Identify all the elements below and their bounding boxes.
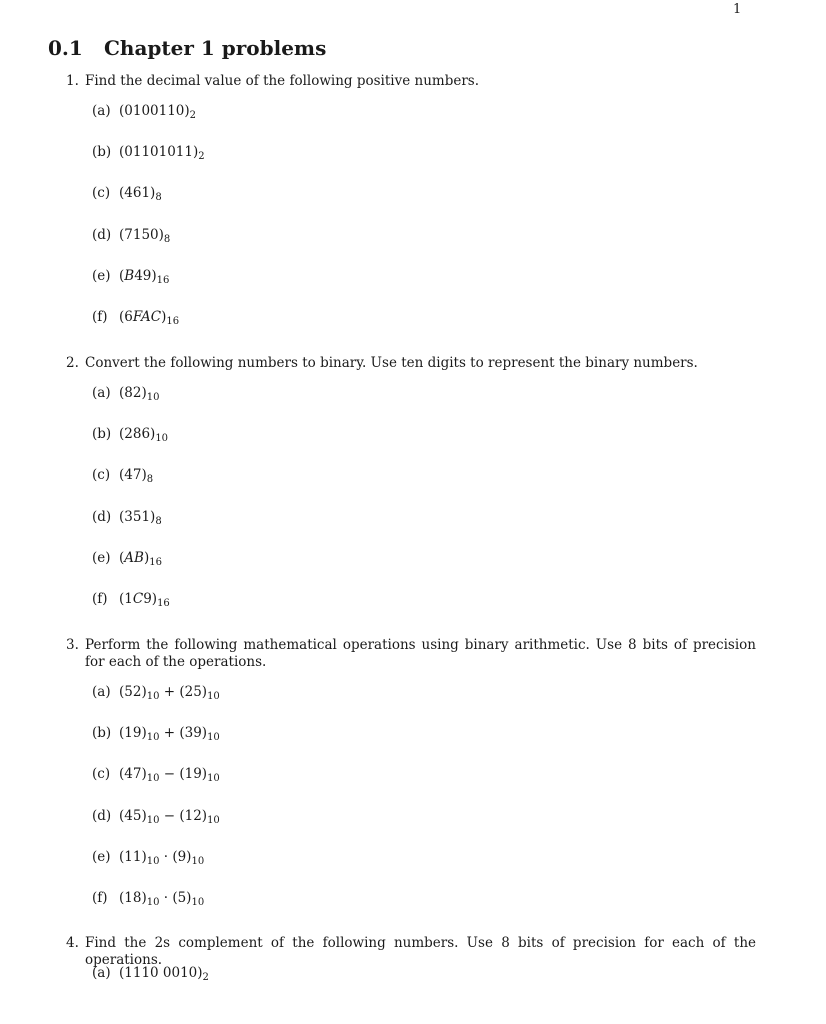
item-expression (119, 467, 154, 486)
item-label: (d) (92, 226, 112, 243)
page-number: 1 (733, 2, 742, 17)
expression-text: (1110 0010) (119, 965, 203, 981)
item-expression (119, 890, 204, 906)
problem-text: Perform the following mathematical operations using binary arithmetic. Use 8 bits of precision for each of the operations. (85, 637, 756, 670)
problem-2 (66, 355, 756, 609)
item-expression (119, 144, 205, 163)
base-subscript: 8 (155, 515, 162, 527)
expression-text: (52) (119, 684, 147, 700)
base-subscript: 8 (146, 474, 154, 486)
problem-text: Find the decimal value of the following positive numbers. (85, 73, 480, 89)
item-label: (b) (92, 725, 112, 742)
expression-text: ( (119, 549, 125, 566)
item-label: (f) (92, 309, 108, 325)
base-subscript: 10 (207, 691, 220, 702)
item-expression (119, 426, 169, 445)
problem-number: 4. (66, 935, 79, 951)
expression-text: (11) (119, 848, 147, 865)
problem-statement (66, 935, 756, 969)
expression-text: (45) (119, 807, 147, 824)
expression-text: (18) (119, 890, 147, 906)
problem-item (92, 144, 205, 162)
item-expression (119, 103, 196, 119)
section-title: Chapter 1 problems (104, 36, 327, 60)
problem-3 (66, 637, 756, 908)
section-heading (48, 36, 326, 60)
item-expression (119, 227, 170, 243)
base-subscript: 10 (146, 773, 160, 785)
item-label: (b) (92, 426, 112, 443)
item-label: (a) (92, 385, 111, 401)
item-label: (c) (92, 467, 111, 484)
expression-text: (1 (119, 591, 133, 607)
base-subscript: 10 (146, 691, 160, 702)
italic-digits: AB (124, 549, 144, 566)
italic-digits: C (132, 591, 144, 607)
problem-item (92, 467, 153, 485)
expression-text: ) (143, 549, 150, 566)
item-label: (a) (92, 103, 111, 119)
item-label: (e) (92, 267, 111, 284)
base-subscript: 8 (163, 233, 171, 245)
item-label: (f) (92, 890, 108, 906)
item-expression (119, 965, 209, 981)
base-subscript: 10 (191, 897, 205, 908)
base-subscript: 10 (207, 773, 220, 785)
item-label: (f) (92, 591, 108, 607)
base-subscript: 16 (156, 274, 170, 286)
section-number: 0.1 (48, 36, 83, 60)
base-subscript: 10 (146, 392, 160, 403)
expression-text: (01101011) (119, 144, 199, 161)
expression-text: ) (161, 309, 167, 325)
problem-item (92, 684, 220, 702)
problem-item (92, 808, 220, 826)
problem-item (92, 385, 159, 403)
expression-text: ( (119, 267, 125, 284)
base-subscript: 10 (146, 732, 160, 744)
problem-item (92, 965, 209, 983)
item-expression (119, 849, 204, 865)
problem-item (92, 550, 162, 568)
item-expression (119, 550, 162, 566)
base-subscript: 16 (157, 598, 170, 609)
item-expression (119, 725, 220, 744)
expression-text: (82) (119, 385, 147, 401)
problem-item (92, 509, 162, 527)
problem-text: Convert the following numbers to binary. Use ten digits to represent the binary numbers. (85, 355, 698, 371)
expression-text: + (39) (159, 725, 208, 742)
expression-text: 49) (134, 267, 157, 284)
item-expression (119, 684, 220, 700)
base-subscript: 10 (207, 814, 220, 826)
item-label: (c) (92, 766, 111, 783)
problem-item (92, 426, 168, 444)
expression-text: (461) (119, 185, 156, 202)
base-subscript: 16 (149, 556, 162, 568)
problem-item (92, 227, 170, 245)
problem-item (92, 766, 220, 784)
base-subscript: 10 (191, 855, 205, 867)
problem-number: 2. (66, 355, 79, 371)
item-label: (e) (92, 848, 111, 865)
expression-text: (47) (119, 766, 147, 783)
expression-text: − (12) (159, 807, 208, 824)
expression-text: − (19) (159, 766, 208, 783)
item-label: (a) (92, 684, 111, 700)
item-expression (119, 766, 220, 785)
base-subscript: 2 (198, 151, 205, 163)
item-expression (119, 385, 159, 401)
base-subscript: 16 (166, 316, 180, 327)
problem-item (92, 309, 179, 327)
item-label: (d) (92, 508, 112, 525)
item-expression (119, 185, 162, 204)
problem-item (92, 591, 170, 609)
problem-item (92, 103, 196, 121)
problem-item (92, 890, 204, 908)
base-subscript: 10 (155, 433, 169, 445)
base-subscript: 10 (146, 855, 160, 867)
base-subscript: 10 (207, 732, 220, 744)
expression-text: 9) (143, 591, 158, 607)
base-subscript: 2 (189, 110, 197, 121)
expression-text: (286) (119, 426, 156, 443)
problem-item (92, 268, 169, 286)
item-expression (119, 591, 170, 607)
problem-1 (66, 73, 756, 327)
expression-text: · (9) (159, 848, 192, 865)
problem-statement (66, 355, 756, 372)
problem-text: Find the 2s complement of the following numbers. Use 8 bits of precision for each of the operations. (85, 935, 756, 968)
base-subscript: 10 (146, 814, 160, 826)
item-label: (e) (92, 549, 111, 566)
problem-statement (66, 73, 756, 90)
base-subscript: 10 (146, 897, 160, 908)
item-label: (b) (92, 144, 112, 161)
expression-text: (351) (119, 508, 156, 525)
expression-text: (0100110) (119, 103, 190, 119)
item-label: (c) (92, 185, 111, 202)
italic-digits: B (124, 267, 135, 284)
item-label: (d) (92, 807, 112, 824)
expression-text: (7150) (119, 226, 164, 243)
base-subscript: 8 (155, 192, 162, 204)
problem-statement (66, 637, 756, 671)
problem-4 (66, 935, 756, 983)
item-expression (119, 808, 220, 824)
expression-text: · (5) (159, 890, 192, 906)
italic-digits: FAC (132, 309, 162, 325)
expression-text: (47) (119, 467, 147, 484)
problem-item (92, 725, 220, 743)
base-subscript: 2 (202, 972, 209, 983)
problem-item (92, 849, 204, 867)
problem-number: 3. (66, 637, 79, 653)
expression-text: (6 (119, 309, 133, 325)
item-label: (a) (92, 965, 111, 981)
item-expression (119, 309, 179, 325)
problem-item (92, 185, 162, 203)
problem-number: 1. (66, 73, 79, 89)
expression-text: + (25) (159, 684, 208, 700)
item-expression (119, 509, 162, 525)
item-expression (119, 268, 169, 284)
expression-text: (19) (119, 725, 147, 742)
